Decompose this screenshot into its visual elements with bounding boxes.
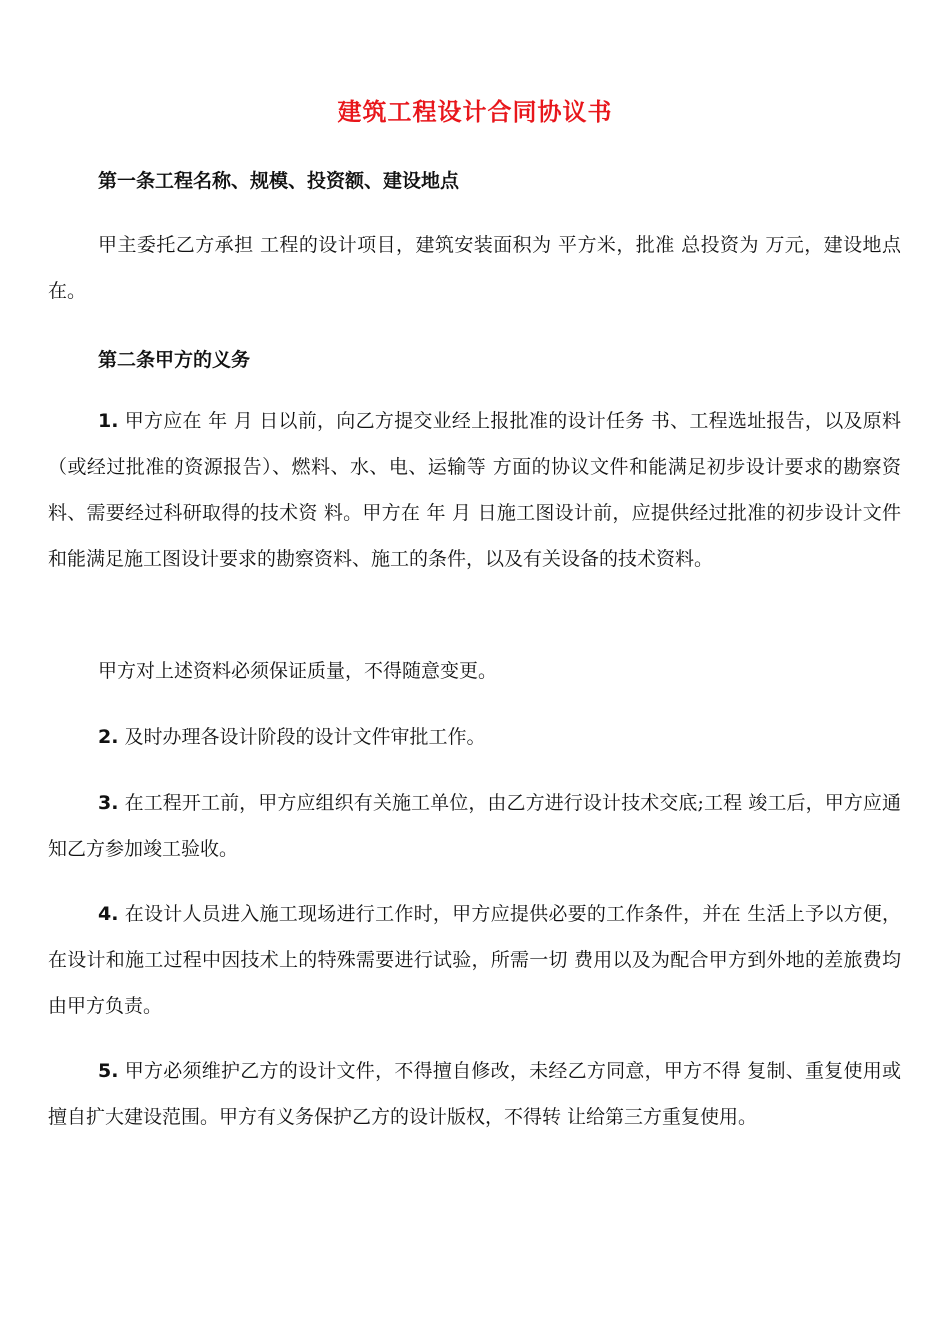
item-2-number: 2. [98,726,119,748]
item-4-number: 4. [98,903,119,925]
article-2-heading: 第二条甲方的义务 [98,349,251,371]
item-3-number: 3. [98,792,119,814]
item-1-text: 甲方应在 年 月 日以前，向乙方提交业经上报批准的设计任务 书、工程选址报告，以及原料（或经过批准的资源报告）、燃料、水、电、运输等 方面的协议文件和能满足初步设计要求的勘察资料、需要经过科研取得的技术资 料。甲方在 年 月 日施工图设计前，应提供经过批准的初步设计文件 和能满足施工图设计要求的勘察资料、施工的条件，以及有关设备的技术资料。 [48,410,901,570]
article-1-paragraph: 甲主委托乙方承担 工程的设计项目，建筑安装面积为 平方米，批准 总投资为 万元，建设地点在。 [48,234,901,302]
item-5-text: 甲方必须维护乙方的设计文件，不得擅自修改，未经乙方同意，甲方不得 复制、重复使用或擅自扩大建设范围。甲方有义务保护乙方的设计版权，不得转 让给第三方重复使用。 [48,1060,901,1128]
document-title: 建筑工程设计合同协议书 [337,98,613,126]
item-4-text: 在设计人员进入施工现场进行工作时，甲方应提供必要的工作条件，并在 生活上予以方便，在设计和施工过程中因技术上的特殊需要进行试验，所需一切 费用以及为配合甲方到外地的差旅费均由甲方负责。 [48,903,901,1017]
article-2-item-5 [48,1048,901,1140]
article-2-item-3 [48,780,901,872]
article-2-note: 甲方对上述资料必须保证质量，不得随意变更。 [98,660,498,682]
item-2-text: 及时办理各设计阶段的设计文件审批工作。 [124,726,486,748]
item-3-text: 在工程开工前，甲方应组织有关施工单位，由乙方进行设计技术交底;工程 竣工后，甲方应通知乙方参加竣工验收。 [48,792,901,860]
article-2-item-2 [48,714,901,760]
item-5-number: 5. [98,1060,119,1082]
article-1-heading: 第一条工程名称、规模、投资额、建设地点 [98,170,460,192]
item-1-number: 1. [98,410,119,432]
article-2-item-4 [48,891,901,1029]
article-2-item-1 [48,398,901,582]
